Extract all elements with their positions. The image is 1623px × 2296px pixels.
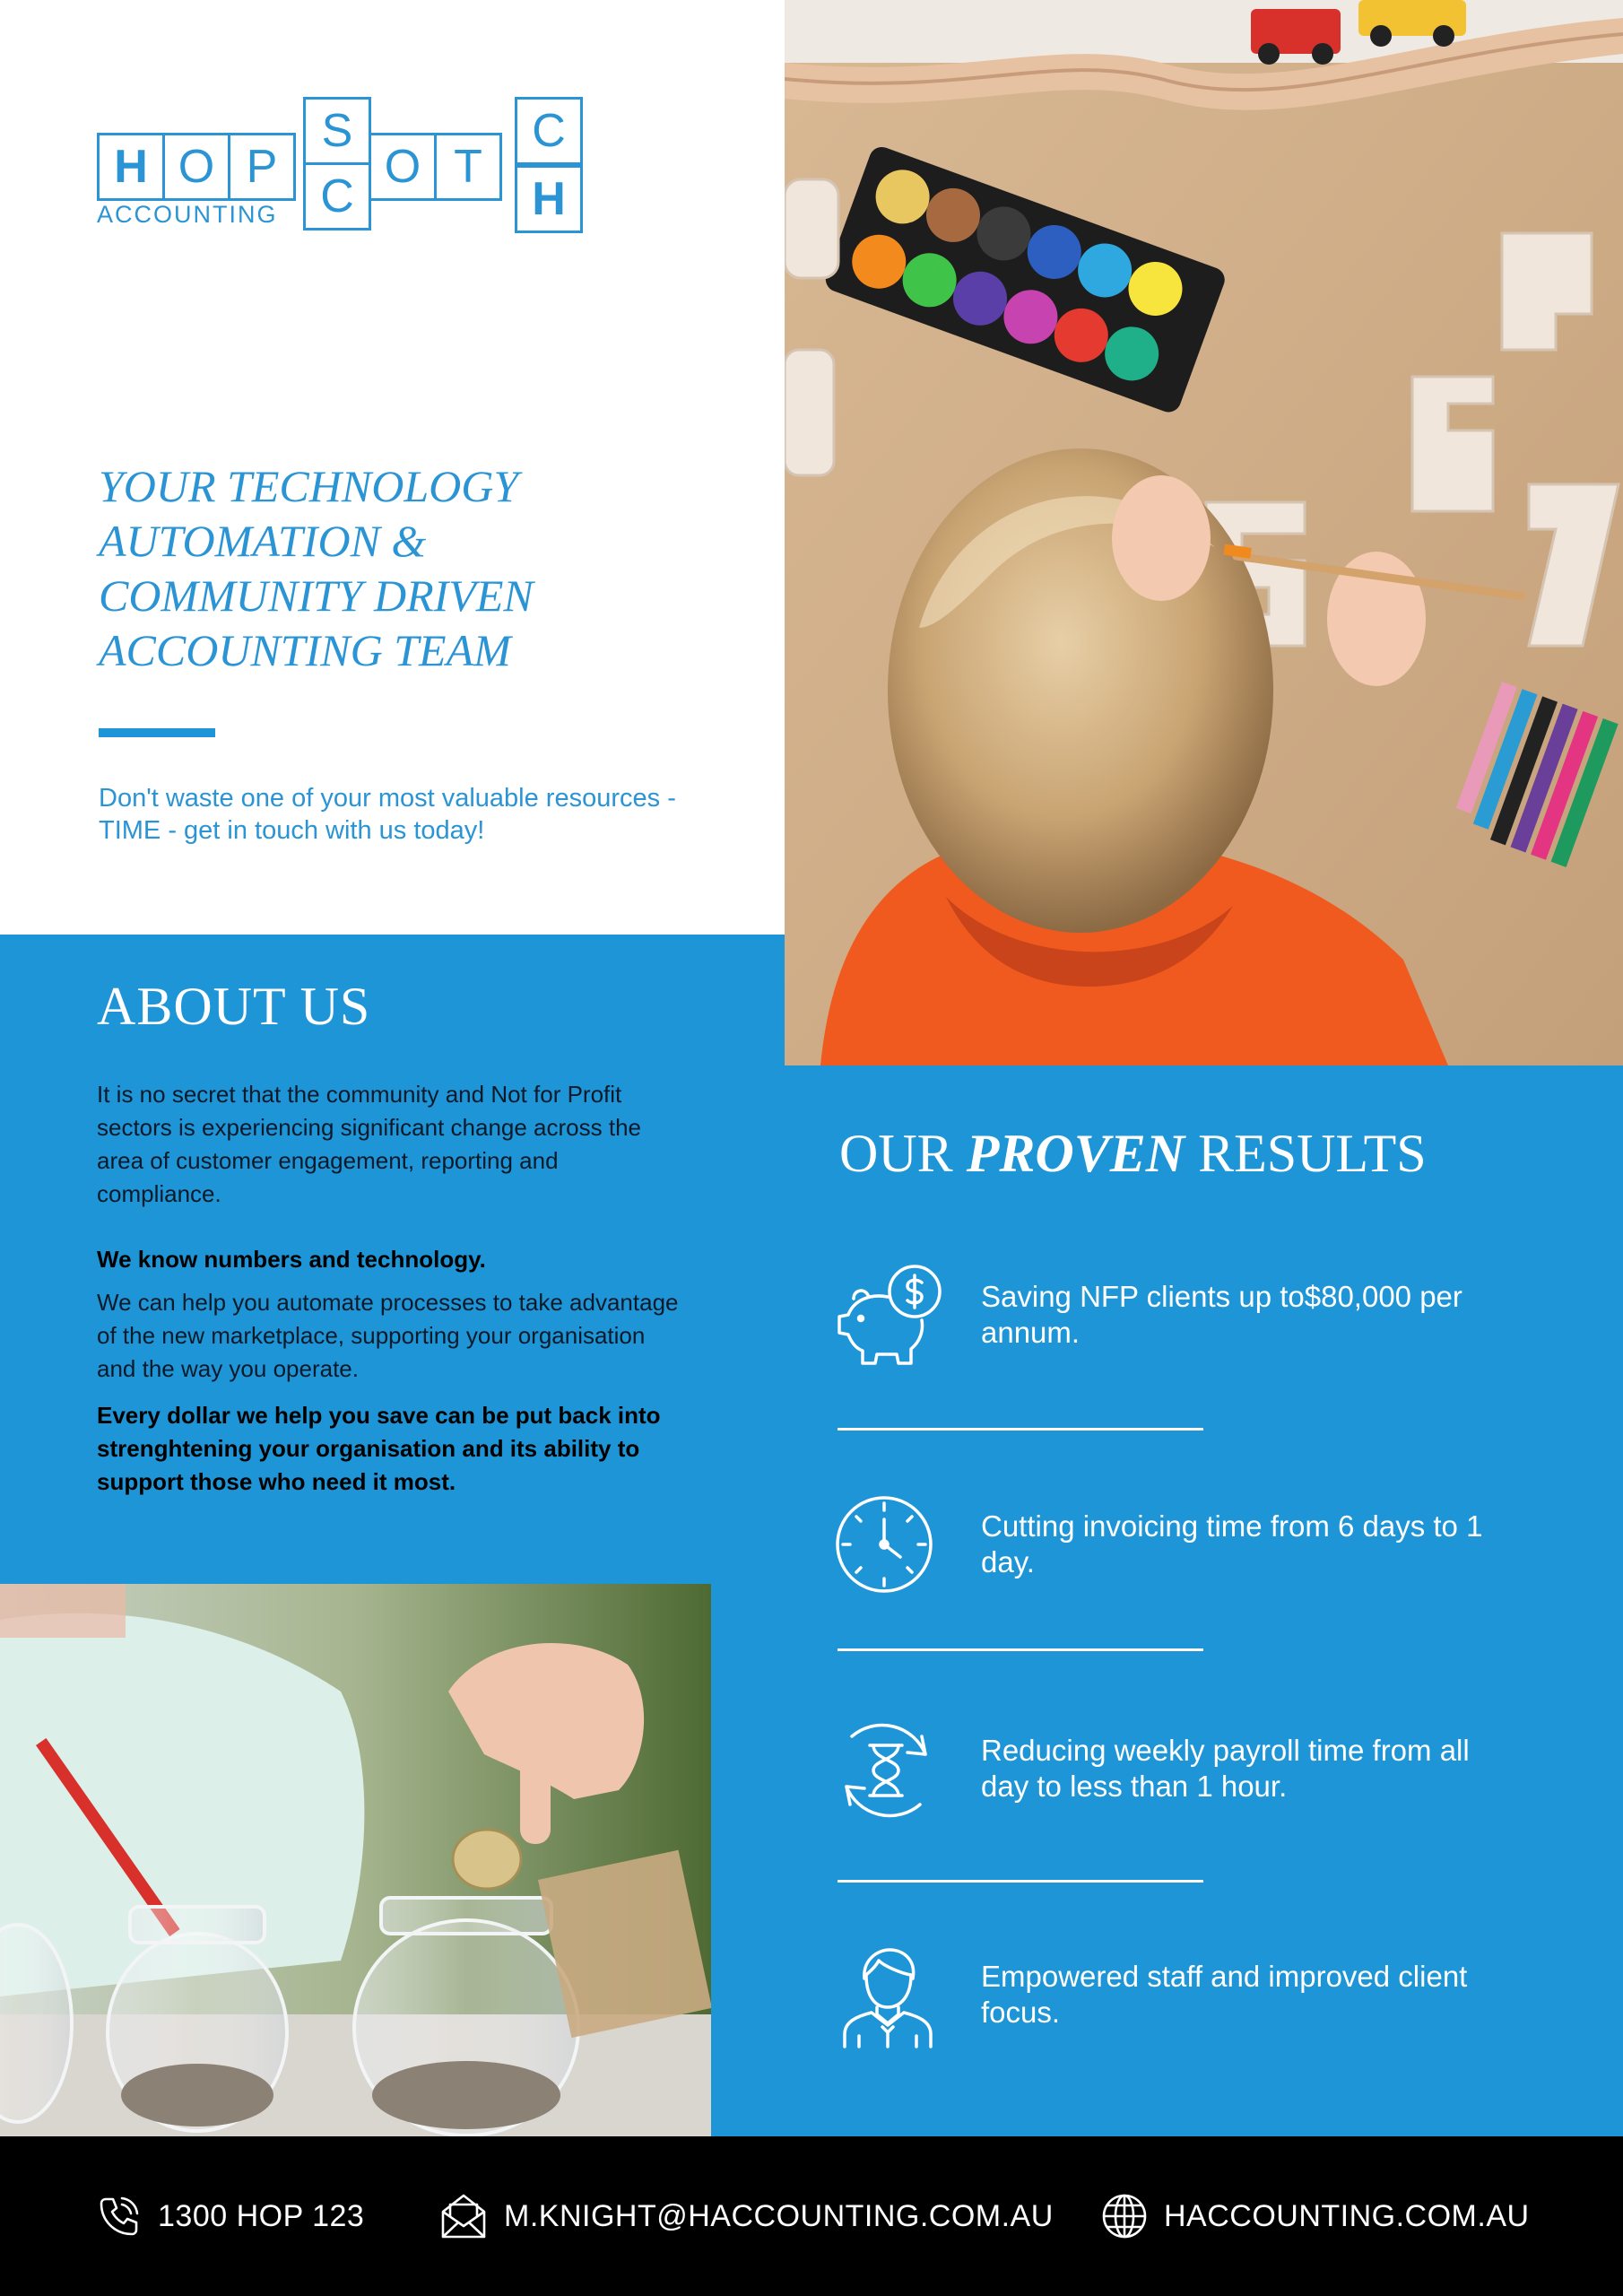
headline-line: ACCOUNTING TEAM [99,625,511,675]
logo-letter-t: T [434,133,502,201]
footer-phone[interactable] [97,2136,364,2296]
logo-letter-c: C [303,162,371,230]
child-painting-illustration [785,0,1623,1065]
logo-letter-o2: O [369,133,437,201]
phone-icon [97,2194,142,2239]
about-paragraph: It is no secret that the community and Not for Profit sectors is experiencing significant change across the area of customer engagement, reporting and compliance. [97,1081,641,1207]
logo-letter-o: O [162,133,230,201]
proven-results-heading [839,1123,1427,1185]
result-divider [838,1428,1203,1431]
logo-letter-s: S [303,97,371,165]
logo-letter-h: H [97,133,165,201]
about-paragraph: We can help you automate processes to take advantage of the new marketplace, supporting your organisation and the way you operate. [97,1289,679,1382]
envelope-icon [439,2192,488,2240]
result-divider [838,1880,1203,1883]
about-subheading: We know numbers and technology. [97,1246,486,1273]
logo-letter-c2: C [515,97,583,165]
result-text: Reducing weekly payroll time from all day to less than 1 hour. [981,1734,1470,1803]
clock-icon [834,1492,942,1600]
headline-line: YOUR TECHNOLOGY [99,461,519,511]
result-item-payroll [834,1717,1551,1824]
website-url: HACCOUNTING.COM.AU [1164,2198,1530,2233]
result-divider [838,1648,1203,1651]
coin-jars-illustration [0,1584,711,2136]
result-text: Saving NFP clients up to$80,000 per annum. [981,1280,1462,1349]
about-closing-statement: Every dollar we help you save can be put back into strenghtening your organisation and its ability to support those who need it most. [97,1402,661,1495]
results-title-emphasis: PROVEN [966,1124,1185,1183]
footer-website[interactable] [1101,2136,1530,2296]
hopscotch-logo [97,97,583,233]
hourglass-cycle-icon [834,1717,942,1824]
headline [99,459,673,678]
result-item-savings [834,1263,1551,1370]
logo-subtitle: ACCOUNTING [97,201,278,228]
coin-jars-photo [0,1584,711,2136]
logo-letter-h2: H [515,165,583,233]
headline-divider [99,728,215,737]
result-item-staff [834,1943,1551,2050]
child-painting-photo [785,0,1623,1065]
globe-icon [1101,2193,1148,2239]
staff-person-icon [834,1943,942,2050]
footer-email[interactable] [439,2136,1054,2296]
contact-footer [0,2136,1623,2296]
result-item-invoicing [834,1492,1551,1600]
about-us-heading: ABOUT US [97,977,371,1036]
phone-number: 1300 HOP 123 [158,2198,365,2233]
results-title-part: OUR [839,1124,967,1183]
tagline: Don't waste one of your most valuable resources - TIME - get in touch with us today! [99,784,676,845]
piggy-bank-dollar-icon [834,1263,942,1370]
result-text: Empowered staff and improved client focus. [981,1960,1468,2029]
email-address: M.KNIGHT@HACCOUNTING.COM.AU [504,2198,1054,2233]
headline-line: COMMUNITY DRIVEN [99,570,534,621]
result-text: Cutting invoicing time from 6 days to 1 day. [981,1509,1483,1578]
logo-letter-p: P [228,133,296,201]
results-title-part: RESULTS [1185,1124,1427,1183]
headline-line: AUTOMATION & [99,516,427,566]
